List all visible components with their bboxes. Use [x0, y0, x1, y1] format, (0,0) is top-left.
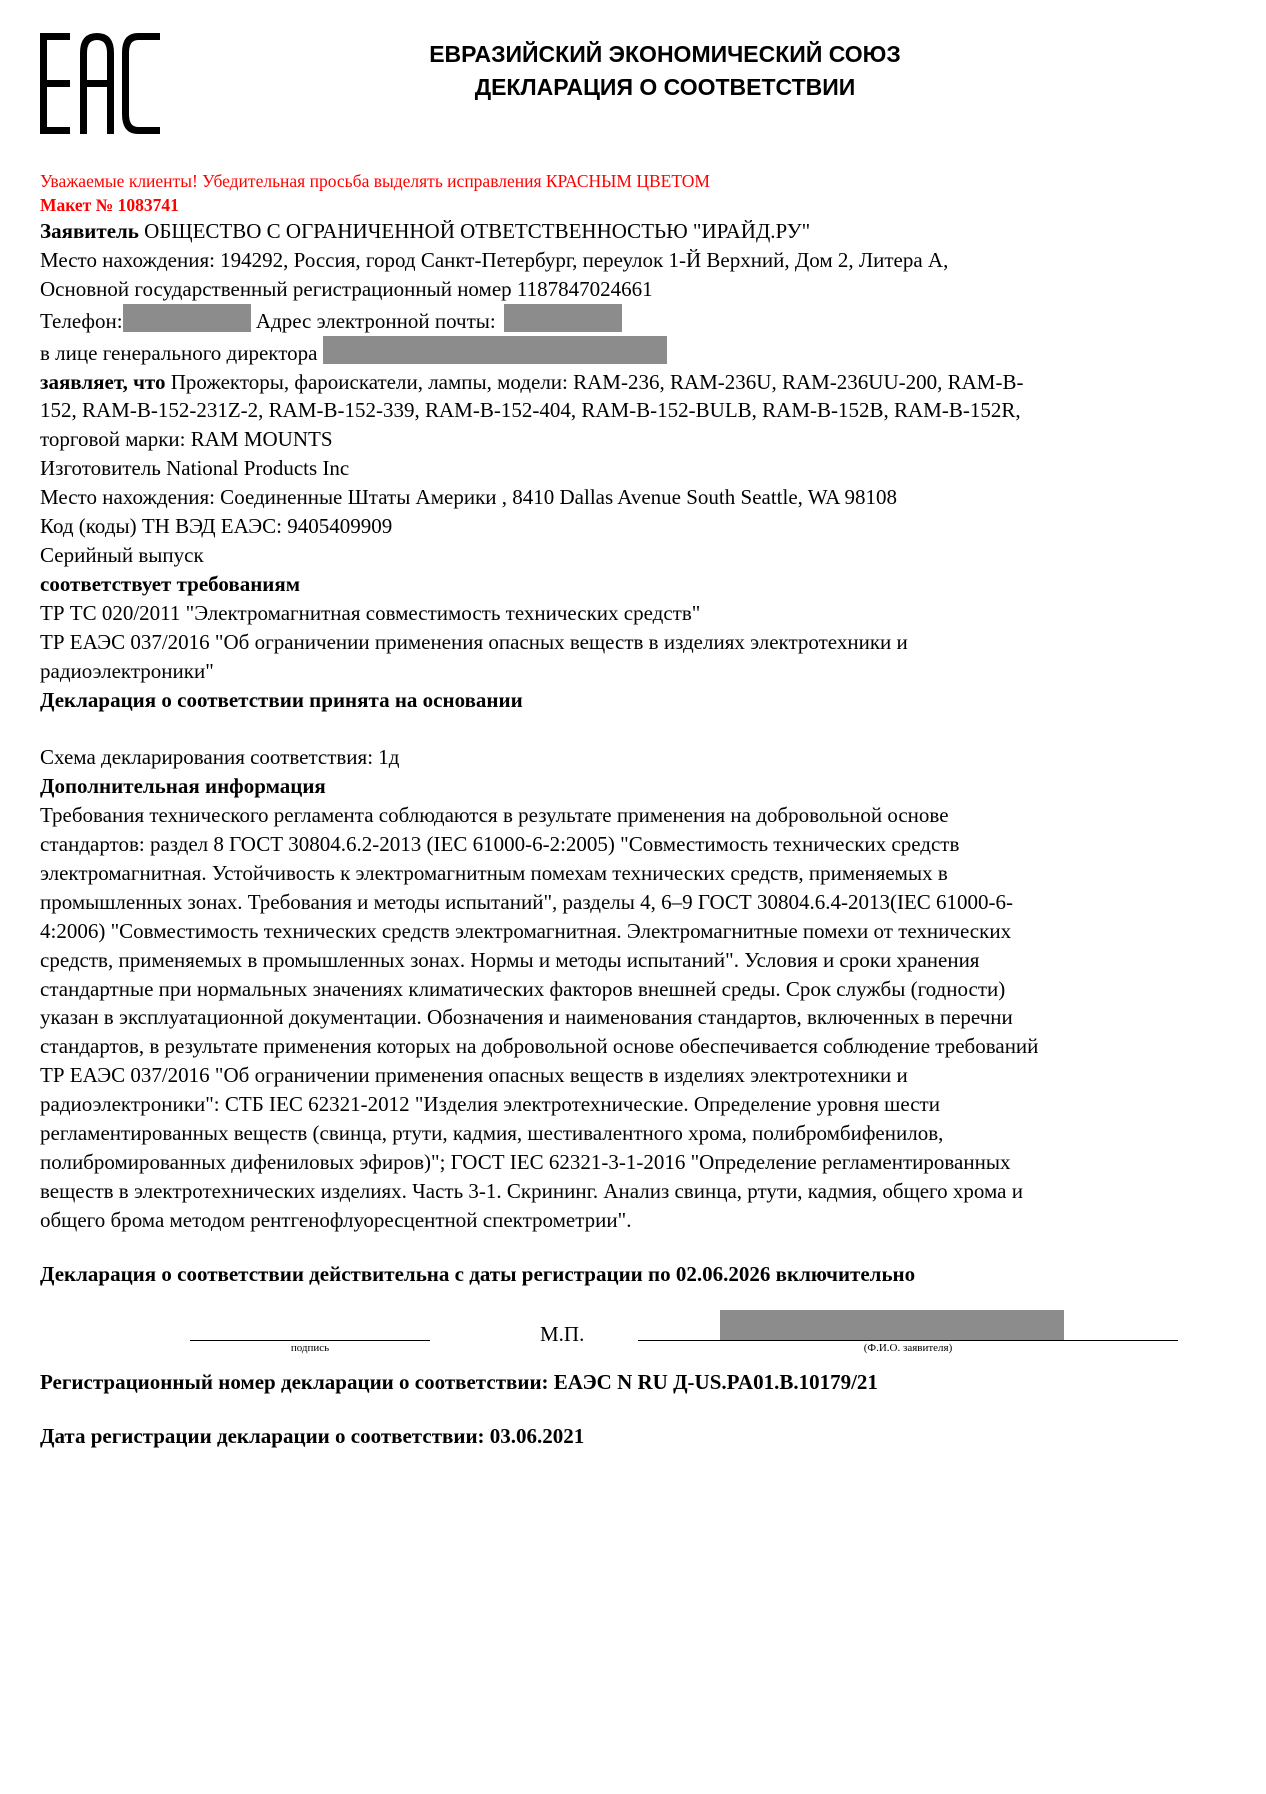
validity-statement: Декларация о соответствии действительна с даты регистрации по 02.06.2026 включительно: [40, 1262, 916, 1286]
additional-line: стандартные при нормальных значениях климатических факторов внешней среды. Срок службы (годности): [40, 976, 1006, 1001]
applicant-address: Место нахождения: 194292, Россия, город Санкт-Петербург, переулок 1-Й Верхний, Дом 2, Литера А,: [40, 247, 949, 272]
signature-row: [0, 1300, 1266, 1360]
additional-line: указан в эксплуатационной документации. Обозначения и наименования стандартов, включенных в перечни: [40, 1005, 1013, 1030]
additional-heading: [40, 772, 1230, 801]
additional-line: электромагнитная. Устойчивость к электромагнитным помехам технических средств, применяемых в: [40, 860, 948, 885]
additional-line: радиоэлектроники": СТБ IEC 62321-2012 "Изделия электротехнические. Определение уровня шести: [40, 1092, 940, 1117]
additional-line: стандартов: раздел 8 ГОСТ 30804.6.2-2013 (IEC 61000-6-2:2005) "Совместимость технических средств: [40, 832, 960, 857]
additional-line: Требования технического регламента соблюдаются в результате применения на добровольной основе: [40, 803, 949, 828]
registration-number: Регистрационный номер декларации о соответствии: ЕАЭС N RU Д-US.PA01.B.10179/21: [40, 1370, 878, 1394]
basis-heading: [40, 686, 1230, 715]
document-title: [300, 38, 1030, 104]
tr-eaes-037-line-1: ТР ЕАЭС 037/2016 "Об ограничении применения опасных веществ в изделиях электротехники и: [40, 629, 908, 654]
declares-text-1: Прожекторы, фароискатели, лампы, модели: RAM-236, RAM-236U, RAM-236UU-200, RAM-B-: [165, 369, 1024, 394]
phone-redaction: [123, 304, 251, 332]
notice-request: Уважаемые клиенты! Убедительная просьба выделять исправления КРАСНЫМ ЦВЕТОМ: [40, 171, 710, 191]
applicant-line: [40, 217, 1230, 246]
manufacturer-address: Место нахождения: Соединенные Штаты Америки , 8410 Dallas Avenue South Seattle, WA 98108: [40, 485, 898, 510]
phone-label: Телефон:: [40, 308, 123, 333]
additional-line: ТР ЕАЭС 037/2016 "Об ограничении применения опасных веществ в изделиях электротехники и: [40, 1063, 908, 1088]
declares-line-2: 152, RAM-B-152-231Z-2, RAM-B-152-339, RAM-B-152-404, RAM-B-152-BULB, RAM-B-152B, RAM-B-152R,: [40, 398, 1021, 423]
requirements-heading: [40, 570, 1230, 599]
eac-logo: [40, 33, 160, 134]
registration-date: Дата регистрации декларации о соответствии: 03.06.2021: [40, 1424, 585, 1448]
serial-production: Серийный выпуск: [40, 542, 204, 567]
contacts-line: [40, 304, 1230, 336]
declaration-scheme: Схема декларирования соответствия: 1д: [40, 745, 400, 770]
applicant-label: Заявитель: [40, 219, 139, 243]
additional-label: Дополнительная информация: [40, 774, 326, 799]
blank-line: [40, 714, 1230, 743]
tr-eaes-037-line-2: радиоэлектроники": [40, 658, 214, 683]
declares-label: заявляет, что: [40, 369, 166, 394]
tnved-code: Код (коды) ТН ВЭД ЕАЭС: 9405409909: [40, 514, 393, 539]
additional-line: веществ в электротехнических изделиях. Часть 3-1. Скрининг. Анализ свинца, ртути, кадмия, общего хрома и: [40, 1178, 1023, 1203]
additional-line: общего брома методом рентгенофлуоресцентной спектрометрии".: [40, 1207, 632, 1232]
signer-name-redaction: [720, 1310, 1064, 1340]
basis-label: Декларация о соответствии принята на основании: [40, 687, 523, 712]
additional-line: средств, применяемых в промышленных зонах. Нормы и методы испытаний". Условия и сроки хранения: [40, 947, 980, 972]
additional-line: полибромированных дифениловых эфиров)"; ГОСТ IEC 62321-3-1-2016 "Определение регламентированных: [40, 1149, 1011, 1174]
tr-ts-020: ТР ТС 020/2011 "Электромагнитная совместимость технических средств": [40, 600, 701, 625]
additional-line: стандартов, в результате применения которых на добровольной основе обеспечивается соблюдение требований: [40, 1034, 1039, 1059]
stamp-place: М.П.: [540, 1322, 585, 1346]
email-label: Адрес электронной почты:: [250, 308, 496, 333]
name-line: [638, 1340, 1178, 1341]
title-declaration: ДЕКЛАРАЦИЯ О СООТВЕТСТВИИ: [474, 74, 856, 100]
additional-line: регламентированных веществ (свинца, ртути, кадмия, шестивалентного хрома, полибромбифенилов,: [40, 1121, 944, 1146]
requirements-label: соответствует требованиям: [40, 571, 301, 596]
declaration-body: [40, 169, 1230, 1235]
director-redaction: [323, 336, 667, 364]
email-redaction: [504, 304, 622, 332]
manufacturer-line: Изготовитель National Products Inc: [40, 456, 350, 481]
additional-line: промышленных зонах. Требования и методы испытаний", разделы 4, 6–9 ГОСТ 30804.6.4-2013(IEC 61000-6-: [40, 889, 1014, 914]
signature-caption: подпись: [290, 1342, 330, 1354]
name-caption: (Ф.И.О. заявителя): [863, 1342, 953, 1354]
director-label: в лице генерального директора: [40, 340, 318, 365]
trademark-line: торговой марки: RAM MOUNTS: [40, 427, 333, 452]
additional-line: 4:2006) "Совместимость технических средств электромагнитная. Электромагнитные помехи от технических: [40, 918, 1012, 943]
applicant-name: ОБЩЕСТВО С ОГРАНИЧЕННОЙ ОТВЕТСТВЕННОСТЬЮ "ИРАЙД.РУ": [138, 219, 811, 243]
director-line: [40, 336, 1230, 368]
maket-number: Макет № 1083741: [40, 195, 179, 215]
declares-line-1: [40, 368, 1230, 397]
signature-line: [190, 1340, 430, 1341]
applicant-ogrn: Основной государственный регистрационный номер 1187847024661: [40, 276, 653, 301]
title-union: ЕВРАЗИЙСКИЙ ЭКОНОМИЧЕСКИЙ СОЮЗ: [429, 41, 901, 67]
